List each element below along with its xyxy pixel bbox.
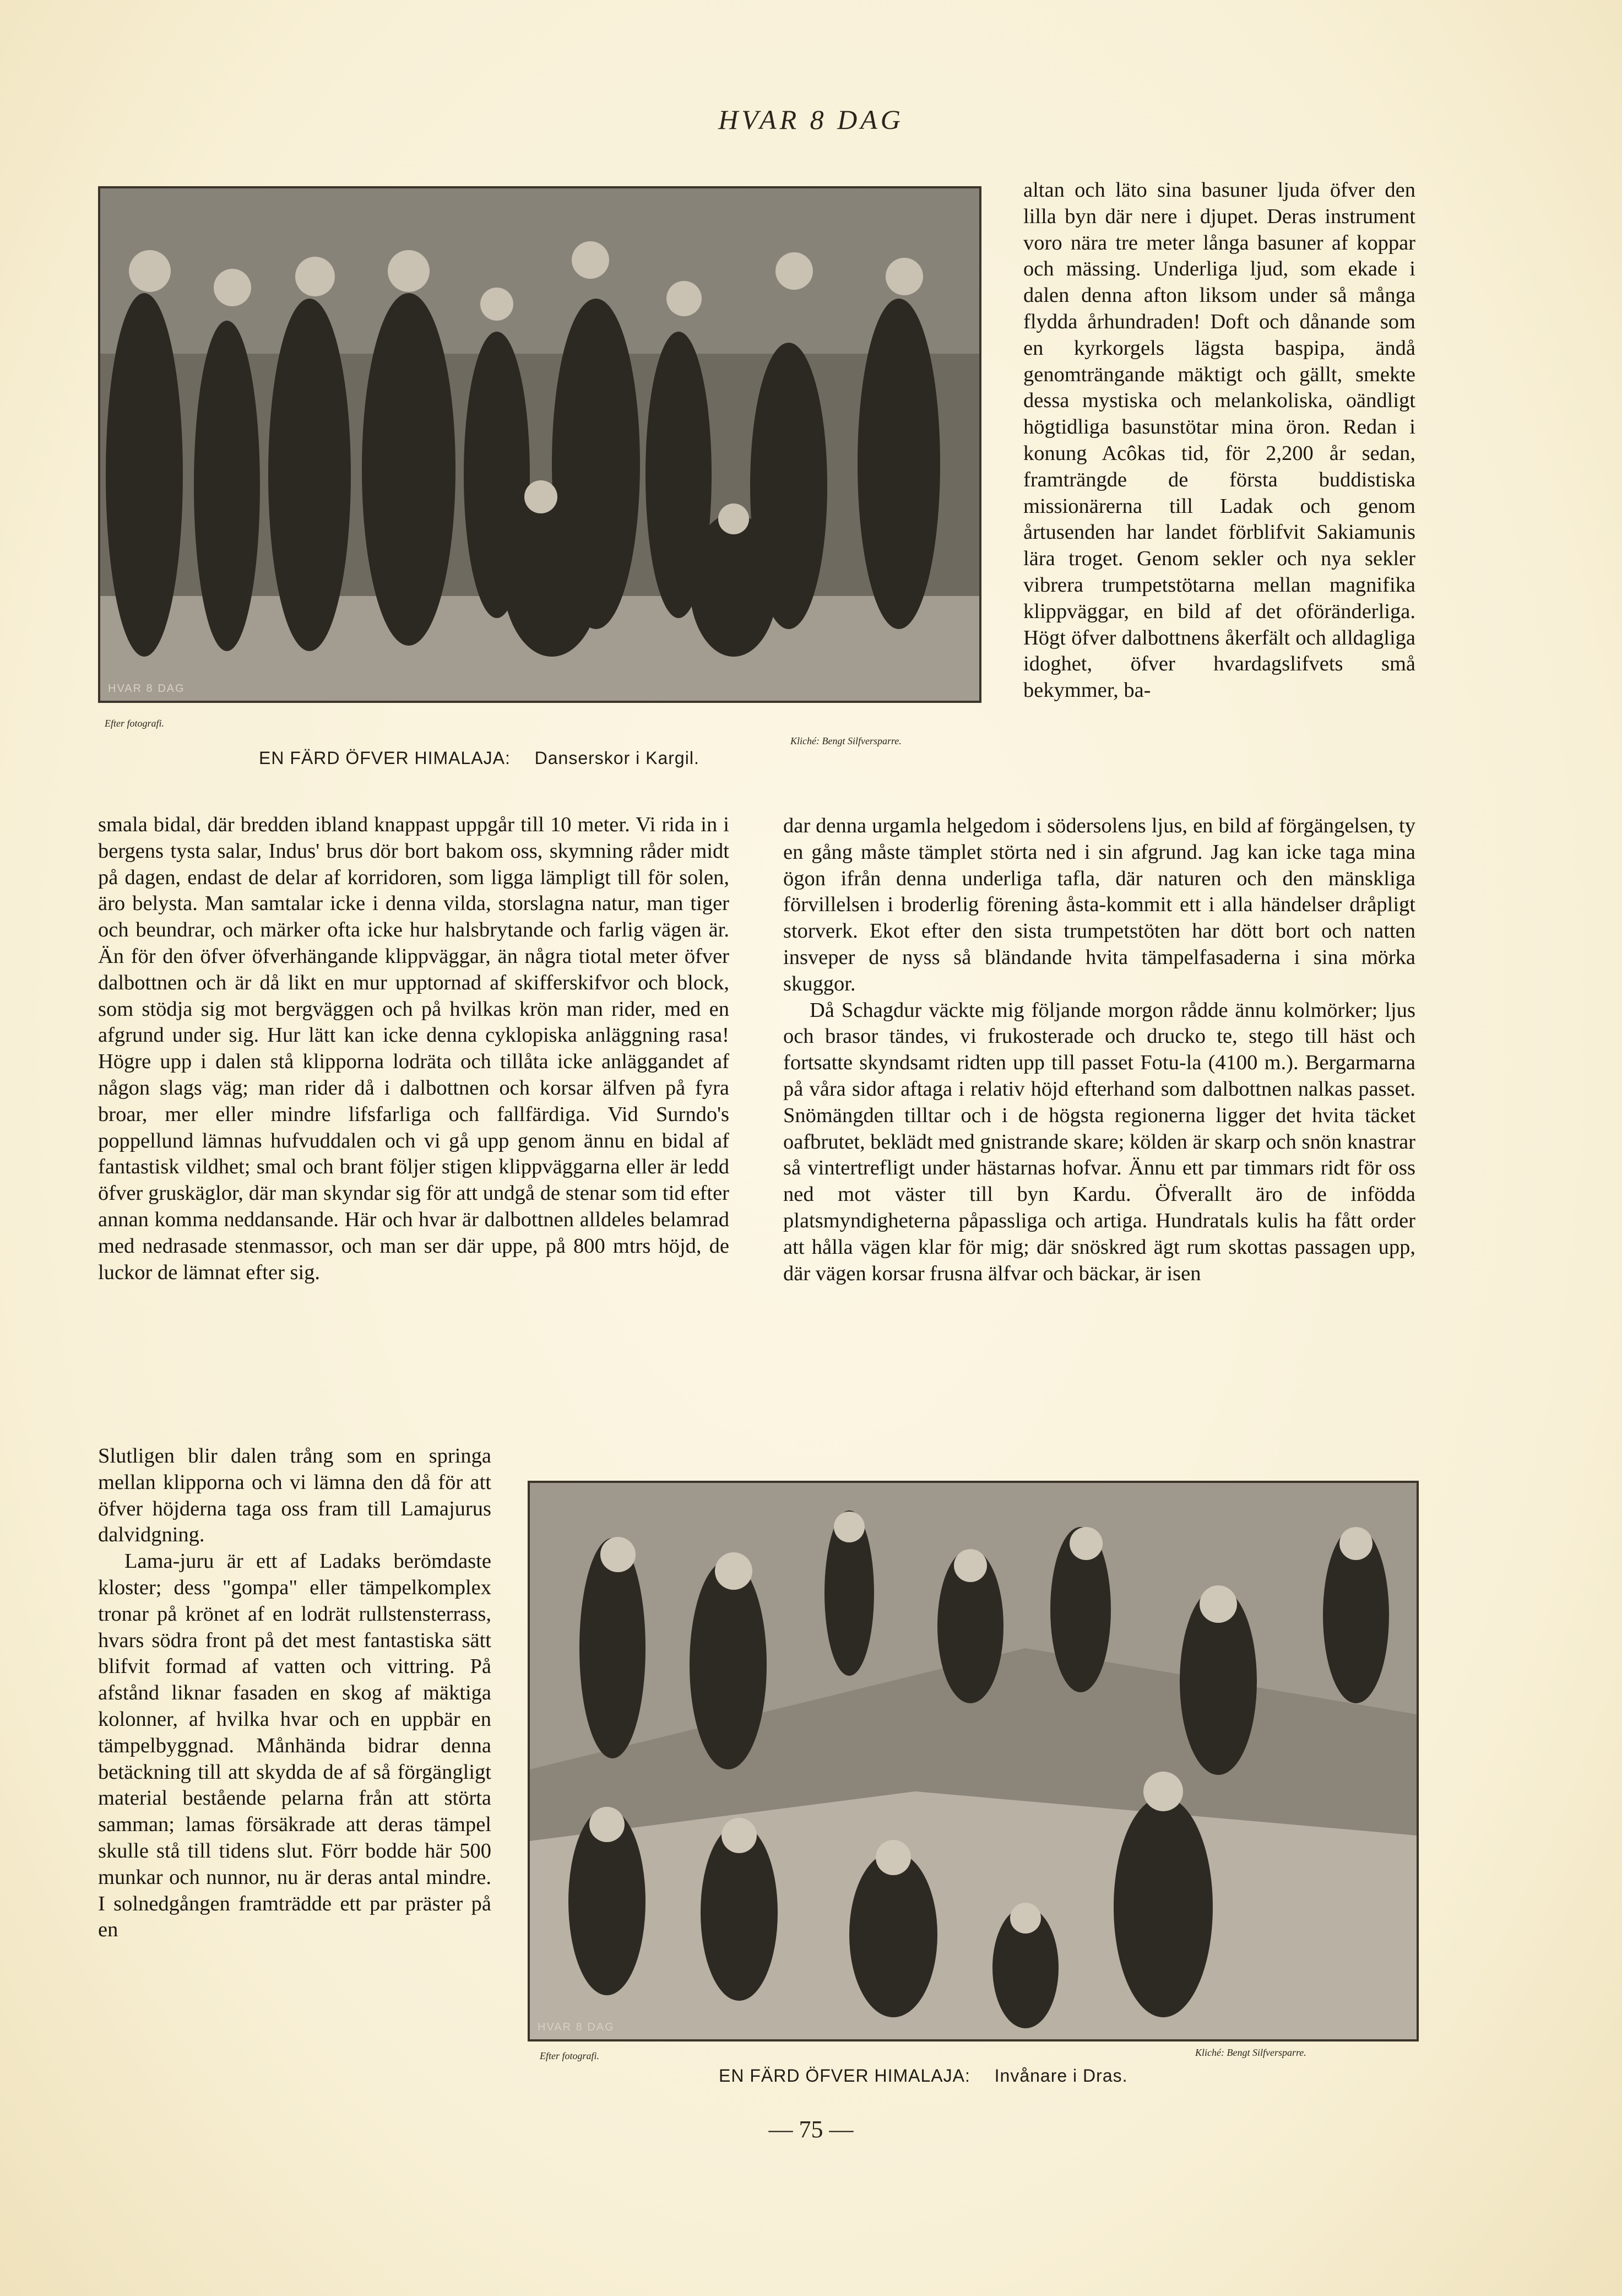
photo-watermark: HVAR 8 DAG — [108, 683, 185, 695]
figure-caption — [719, 2066, 1128, 2086]
running-header: HVAR 8 DAG — [718, 104, 904, 135]
photo-dancers-kargil — [98, 186, 981, 703]
photo-source-left: Efter fotografi. — [540, 2050, 599, 2061]
paragraph: Lama-juru är ett af Ladaks berömdaste kloster; dess "gompa" eller tämpelkomplex tronar på krönet af en lodrät rullstensterrass, hvars södra front på det mest fantastiska sätt blifvit formad af vatten och vittring. På afstånd liknar fasaden en skog af mäktiga kolonner, af hvilka hvar och en uppbär en tämpelbyggnad. Månhända bidrar denna betäckning till att skydda de af så förgängligt material bestående pelarna från att störta samman; lamas försäkrade att deras tämpel skulle stå till tidens slut. Förr bodde här 500 munkar och nunnor, nu är deras antal mindre. I solnedgången framträdde ett par präster på en — [98, 1550, 491, 1942]
article-text-right-middle — [783, 813, 1415, 1287]
paragraph: altan och läto sina basuner ljuda öfver den lilla byn där nere i djupet. Deras instrument voro nära tre meter långa basuner af koppar och mässing. Underliga ljud, som ekade i dalen denna afton liksom under så många flydda århundraden! Doft och dånande som en kyrkorgels lägsta baspipa, ändå genomträngande mäktigt och gällt, smekte dessa mystiska och melankoliska, oändligt högtidliga basunstötar mina öron. Redan i konung Acôkas tid, för 2,200 år sedan, framträngde de första buddistiska missionärerna till Ladak och genom årtusenden har landet förblifvit Sakiamunis lära troget. Genom sekler och nya sekler vibrera trumpetstötarna mellan magnifika klippväggar, en bild af det oföränderliga. Högt öfver dalbottnens åkerfält och alldagliga idoghet, öfver hvardagslifvets små bekymmer, ba- — [1023, 178, 1415, 702]
figure-caption — [259, 748, 699, 768]
photo-watermark: HVAR 8 DAG — [538, 2021, 615, 2033]
caption-title: EN FÄRD ÖFVER HIMALAJA: — [719, 2066, 970, 2086]
caption-subject: Danserskor i Kargil. — [534, 748, 699, 768]
paragraph: dar denna urgamla helgedom i södersolens ljus, en bild af förgängelsen, ty en gång måste tämplet störta ned i sin afgrund. Jag kan icke taga mina ögon ifrån denna underliga tafla, där naturen och den mänskliga förvillelsen i broderlig förening åsta-kommit ett i alla händelser dråpligt storverk. Ekot efter den sista trumpetstöten har dött bort och natten insveper de nyss så bländande hvita tämpelfasaderna i sina mörka skuggor. — [783, 814, 1415, 995]
article-text-right-top — [1023, 177, 1415, 704]
caption-title: EN FÄRD ÖFVER HIMALAJA: — [259, 748, 511, 768]
caption-subject: Invånare i Dras. — [994, 2066, 1128, 2086]
photo-source-left: Efter fotografi. — [105, 718, 164, 729]
photo-credit-right: Kliché: Bengt Silfversparre. — [790, 735, 902, 746]
paragraph: Slutligen blir dalen trång som en springa mellan klipporna och vi lämna den då för att öfver höjderna taga oss fram till Lamajurus dalvidgning. — [98, 1444, 491, 1547]
article-text-left-bottom — [98, 1443, 491, 1943]
paragraph: Då Schagdur väckte mig följande morgon rådde ännu kolmörker; ljus och brasor tändes, vi frukosterade och drucko te, stego till häst och fortsatte skyndsamt ridten upp till passet Fotu-la (4100 m.). Bergarmarna på våra sidor aftaga i relativ höjd efterhand som dalbottnen nalkas passet. Snömängden tilltar och i de högsta regionerna ligger det hvita täcket oafbrutet, beklädt med gnistrande skare; kölden är skarp och snön knastrar så vintertrefligt under hästarnas hofvar. Ännu ett par timmars ridt för oss ned mot väster till byn Kardu. Öfverallt äro de infödda platsmyndigheterna påpassliga och artiga. Hundratals kulis ha fått order att hålla vägen klar för mig; där snöskred ägt rum skottas passagen upp, där vägen korsar frusna älfvar och bäckar, är isen — [783, 998, 1415, 1285]
photo-inhabitants-dras — [528, 1481, 1419, 2042]
article-text-left-middle — [98, 812, 729, 1286]
paragraph: smala bidal, där bredden ibland knappast uppgår till 10 meter. Vi rida in i bergens tysta salar, Indus' brus dör bort bakom oss, skymning råder midt på dagen, endast de delar af korridoren, som ligga lämpligt till för solen, äro belysta. Man samtalar icke i denna vilda, storslagna natur, man tiger och beundrar, och märker ofta icke hur halsbrytande och farlig vägen är. Än för den öfver öfverhängande klippväggar, än några tiotal meter öfver dalbottnen och är då likt en mur upptornad af skifferskifvor och block, som stödja sig mot bergväggen och på hvilkas krön man rider, med en afgrund under sig. Hur lätt kan icke denna cyklopiska anläggning rasa! Högre upp i dalen stå klipporna lodräta och tillåta icke anläggandet af någon slags väg; man rider då i dalbottnen och korsar älfven på fyra broar, mer eller mindre lifsfarliga och fallfärdiga. Vid Surndo's poppellund lämnas hufvuddalen och vi gå upp genom ännu en bidal af fantastisk vildhet; smal och brant följer stigen klippväggarna eller är ledd öfver gruskäglor, där man skyndar sig för att undgå de stenar som tid efter annan komma neddansande. Här och hvar är dalbottnen alldeles belamrad med nedrasade stenmassor, och man ser där uppe, på 800 mtrs höjd, de luckor de lämnat efter sig. — [98, 813, 729, 1284]
photo-crowd-illustration — [530, 1483, 1417, 2039]
page-number: — 75 — — [768, 2116, 854, 2143]
photo-dancers-illustration — [100, 188, 979, 701]
photo-credit-right: Kliché: Bengt Silfversparre. — [1195, 2047, 1306, 2058]
